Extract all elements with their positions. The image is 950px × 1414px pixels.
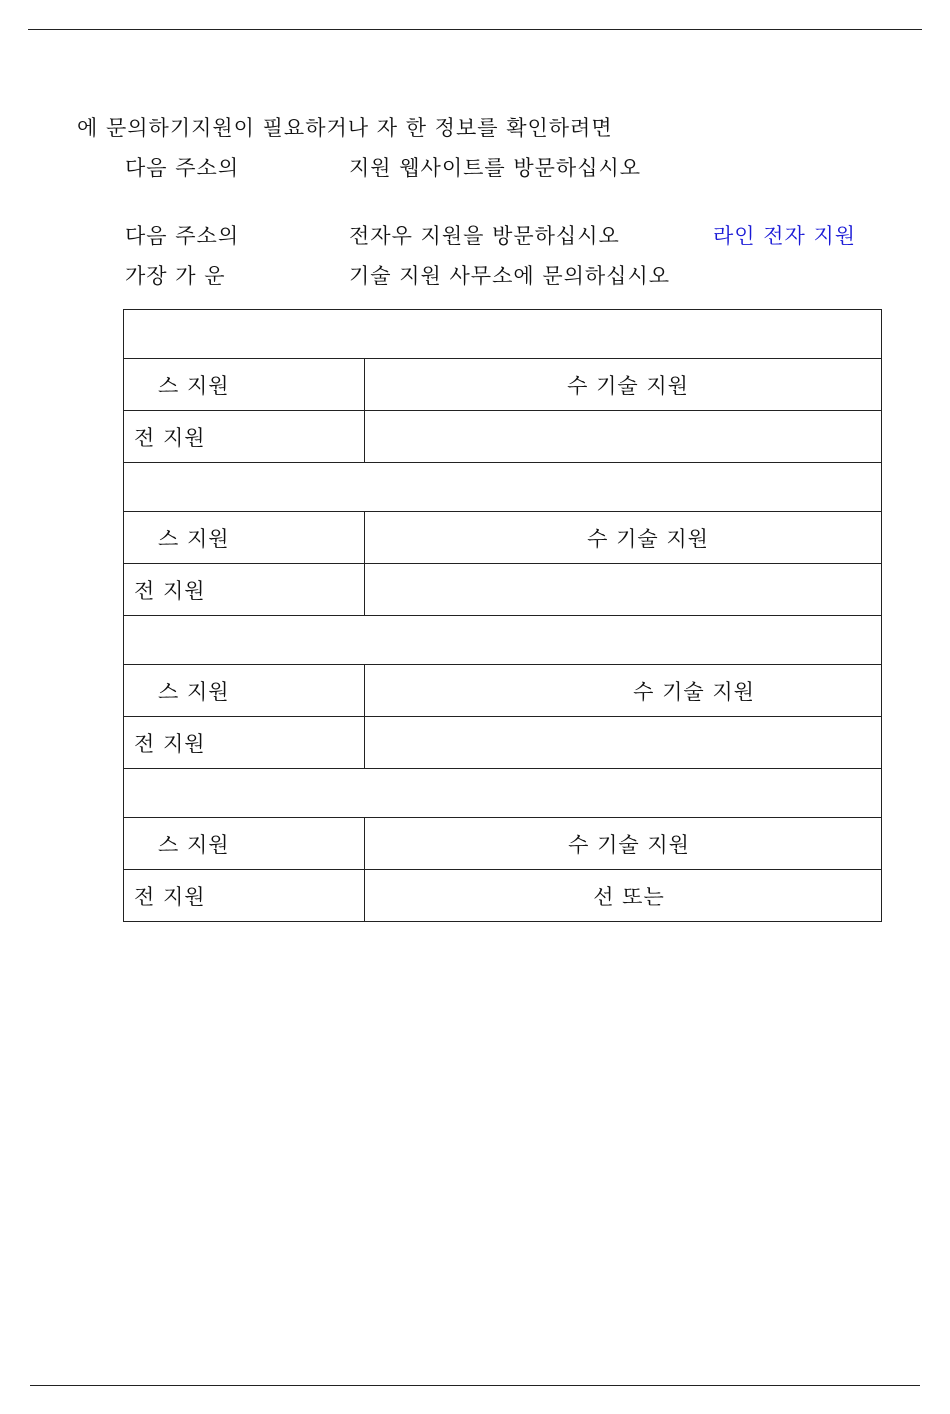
top-rule	[28, 29, 922, 30]
section-header-cell	[124, 463, 882, 512]
intro-line-4-label: 가장 가 운	[125, 264, 226, 288]
section-header-cell	[124, 769, 882, 818]
section-header-row	[124, 310, 882, 359]
section-header-cell	[124, 616, 882, 665]
phone-support-value	[365, 564, 882, 616]
service-support-row	[124, 818, 882, 870]
service-support-value: 수 기술 지원	[365, 665, 882, 717]
phone-support-row	[124, 717, 882, 769]
support-table	[123, 309, 882, 922]
bottom-rule	[30, 1385, 920, 1386]
phone-support-row	[124, 870, 882, 922]
section-header-row	[124, 616, 882, 665]
intro-line-2-text: 지원 웹사이트를 방문하십시오	[349, 156, 642, 180]
phone-support-value	[365, 717, 882, 769]
service-support-value: 수 기술 지원	[365, 359, 882, 411]
intro-line-3-text: 전자우 지원을 방문하십시오	[349, 224, 620, 248]
phone-support-label: 전 지원	[124, 564, 365, 616]
service-support-label: 스 지원	[124, 818, 365, 870]
phone-support-value: 선 또는	[365, 870, 882, 922]
service-support-row	[124, 359, 882, 411]
intro-line-4-text: 기술 지원 사무소에 문의하십시오	[349, 264, 671, 288]
intro-line-3-label: 다음 주소의	[125, 224, 240, 248]
intro-line-1: 에 문의하기지원이 필요하거나 자 한 정보를 확인하려면	[77, 116, 613, 140]
service-support-label: 스 지원	[124, 512, 365, 564]
section-header-cell	[124, 310, 882, 359]
phone-support-row	[124, 411, 882, 463]
section-header-row	[124, 463, 882, 512]
intro-line-2-label: 다음 주소의	[125, 156, 240, 180]
phone-support-value	[365, 411, 882, 463]
section-header-row	[124, 769, 882, 818]
phone-support-row	[124, 564, 882, 616]
service-support-value: 수 기술 지원	[365, 818, 882, 870]
service-support-value: 수 기술 지원	[365, 512, 882, 564]
service-support-row	[124, 665, 882, 717]
phone-support-label: 전 지원	[124, 717, 365, 769]
phone-support-label: 전 지원	[124, 411, 365, 463]
service-support-row	[124, 512, 882, 564]
service-support-label: 스 지원	[124, 665, 365, 717]
service-support-label: 스 지원	[124, 359, 365, 411]
online-support-link[interactable]: 라인 전자 지원	[713, 224, 857, 248]
phone-support-label: 전 지원	[124, 870, 365, 922]
